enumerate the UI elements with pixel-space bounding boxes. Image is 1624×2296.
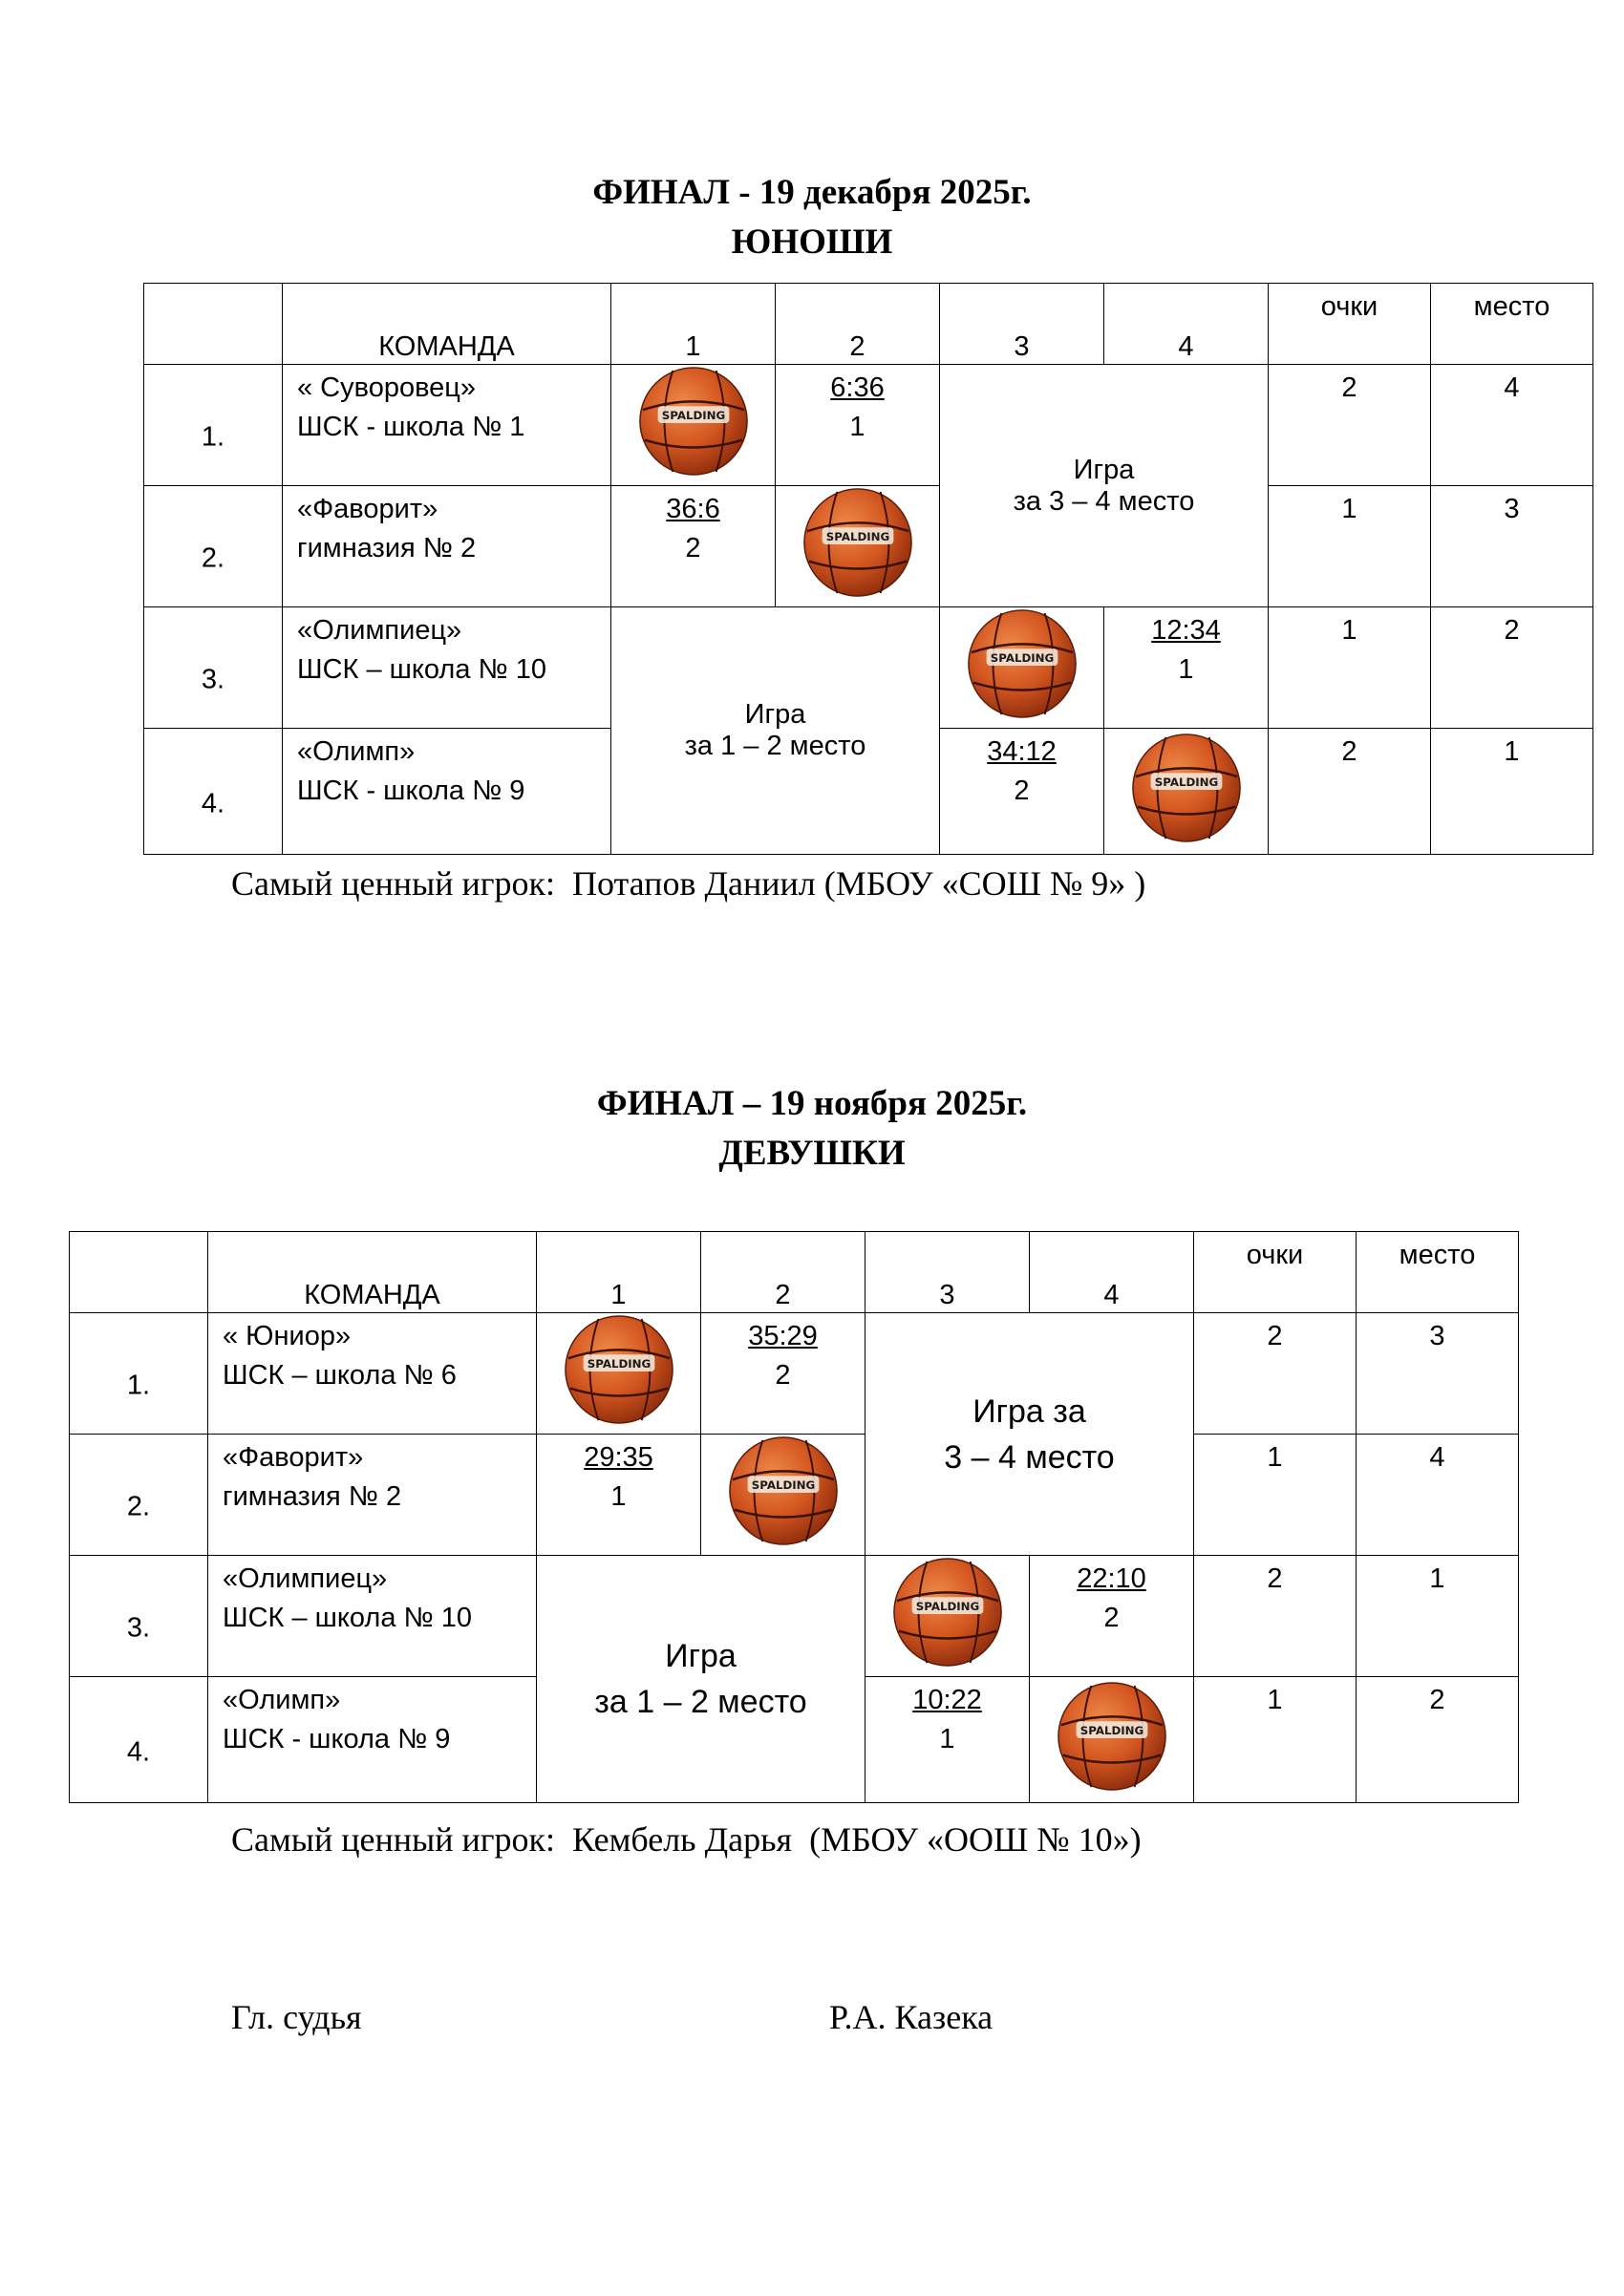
self-match-ball [1030,1677,1194,1803]
place-value: 1 [1431,729,1593,855]
team-cell [283,607,611,729]
svg-text:SPALDING: SPALDING [1154,775,1218,789]
row-number: 1. [144,365,283,486]
points-value: 1 [1194,1677,1357,1803]
game-1-2-place-note: Игра за 1 – 2 место [611,607,940,855]
score-cell: 10:22 1 [865,1677,1030,1803]
score-cell: 22:10 2 [1030,1556,1194,1677]
score-cell: 29:35 1 [537,1435,701,1556]
girls-results-table [69,1231,1519,1803]
game-1-2-place-note: Игра за 1 – 2 место [537,1556,865,1803]
svg-text:SPALDING: SPALDING [1079,1723,1143,1737]
score-cell: 36:6 2 [611,486,776,607]
header-team: КОМАНДА [283,284,611,365]
svg-text:SPALDING: SPALDING [661,409,725,423]
girls-title-category: ДЕВУШКИ [718,1134,906,1173]
header-game-3: 3 [865,1232,1030,1313]
points-value: 2 [1194,1556,1357,1677]
chief-judge-name: Р.А. Казека [829,1998,994,2036]
team-name: «Олимп» [223,1685,341,1715]
row-number: 2. [70,1435,208,1556]
row-number: 4. [70,1677,208,1803]
team-name: «Олимп» [297,736,416,767]
header-place: место [1357,1232,1519,1313]
boys-mvp: Самый ценный игрок: Потапов Даниил (МБОУ «СОШ № 9» ) [231,864,1146,903]
team-name: « Суворовец» [297,372,477,403]
place-value: 4 [1357,1435,1519,1556]
game-3-4-place-note: Игра за 3 – 4 место [940,365,1269,607]
team-cell [208,1677,537,1803]
team-cell [208,1556,537,1677]
boys-results-table [143,283,1593,855]
basketball-icon [563,1313,675,1426]
place-value: 4 [1431,365,1593,486]
place-value: 2 [1357,1677,1519,1803]
score-cell: 35:29 2 [701,1313,865,1435]
svg-text:SPALDING: SPALDING [751,1478,815,1493]
team-name: «Фаворит» [223,1442,364,1473]
place-value: 3 [1357,1313,1519,1435]
row-number: 4. [144,729,283,855]
girls-title-date: ФИНАЛ – 19 ноября 2025г. [596,1084,1028,1123]
header-game-1: 1 [611,284,776,365]
basketball-icon [966,607,1079,720]
svg-text:SPALDING: SPALDING [990,651,1054,666]
place-value: 2 [1431,607,1593,729]
team-school: гимназия № 2 [223,1481,402,1512]
row-number: 2. [144,486,283,607]
points-value: 1 [1269,486,1431,607]
boys-title-category: ЮНОШИ [731,223,893,262]
header-number [70,1232,208,1313]
girls-mvp: Самый ценный игрок: Кембель Дарья (МБОУ «ООШ № 10») [231,1820,1142,1859]
score-cell: 6:36 1 [776,365,940,486]
header-game-4: 4 [1104,284,1269,365]
row-number: 3. [70,1556,208,1677]
header-game-2: 2 [776,284,940,365]
svg-text:SPALDING: SPALDING [915,1600,979,1614]
points-value: 2 [1269,365,1431,486]
row-number: 3. [144,607,283,729]
self-match-ball [701,1435,865,1556]
team-school: ШСК - школа № 1 [297,412,525,442]
points-value: 1 [1269,607,1431,729]
team-school: ШСК – школа № 10 [297,654,546,685]
basketball-icon [1056,1680,1168,1793]
team-school: гимназия № 2 [297,533,477,563]
boys-title-date: ФИНАЛ - 19 декабря 2025г. [592,173,1032,212]
score-cell: 12:34 1 [1104,607,1269,729]
basketball-icon [1130,732,1243,844]
svg-text:SPALDING: SPALDING [825,530,889,544]
team-cell [283,729,611,855]
team-school: ШСК – школа № 10 [223,1603,472,1633]
team-school: ШСК - школа № 9 [297,776,525,806]
points-value: 1 [1194,1435,1357,1556]
header-team: КОМАНДА [208,1232,537,1313]
self-match-ball [865,1556,1030,1677]
basketball-icon [727,1435,840,1547]
team-name: «Фаворит» [297,494,438,524]
place-value: 3 [1431,486,1593,607]
header-game-4: 4 [1030,1232,1194,1313]
team-name: «Олимпиец» [223,1563,388,1594]
score-cell: 34:12 2 [940,729,1104,855]
points-value: 2 [1194,1313,1357,1435]
header-number [144,284,283,365]
team-school: ШСК - школа № 9 [223,1724,451,1754]
header-points: очки [1194,1232,1357,1313]
header-game-3: 3 [940,284,1104,365]
basketball-icon [891,1556,1004,1669]
self-match-ball [940,607,1104,729]
basketball-icon [637,365,750,478]
team-cell [208,1313,537,1435]
team-school: ШСК – школа № 6 [223,1360,457,1391]
basketball-icon [801,486,914,599]
self-match-ball [611,365,776,486]
team-name: « Юниор» [223,1321,352,1351]
game-3-4-place-note: Игра за 3 – 4 место [865,1313,1194,1556]
team-cell [283,486,611,607]
team-cell [283,365,611,486]
header-points: очки [1269,284,1431,365]
self-match-ball [1104,729,1269,855]
header-game-2: 2 [701,1232,865,1313]
place-value: 1 [1357,1556,1519,1677]
svg-text:SPALDING: SPALDING [587,1357,651,1371]
points-value: 2 [1269,729,1431,855]
self-match-ball [776,486,940,607]
row-number: 1. [70,1313,208,1435]
chief-judge-label: Гл. судья [231,1998,362,2036]
header-game-1: 1 [537,1232,701,1313]
self-match-ball [537,1313,701,1435]
header-place: место [1431,284,1593,365]
team-name: «Олимпиец» [297,615,462,646]
team-cell [208,1435,537,1556]
